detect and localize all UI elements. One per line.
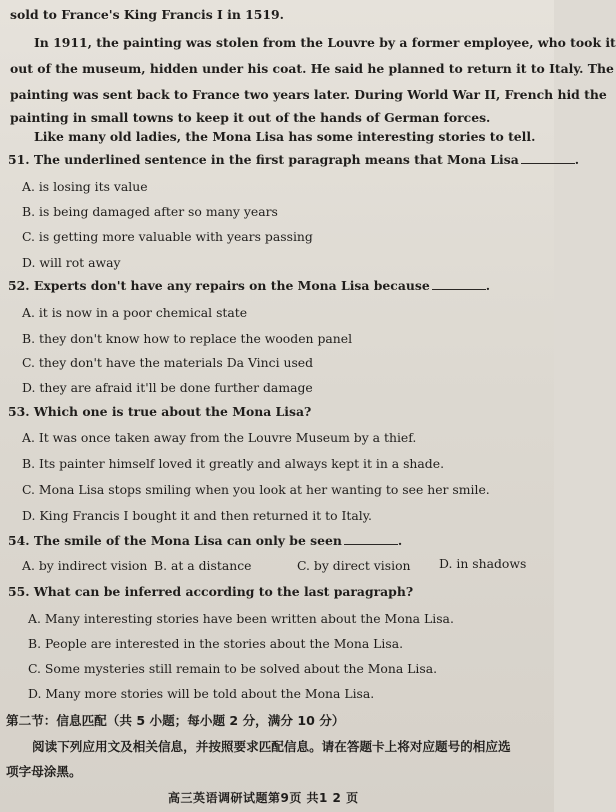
option: C. Some mysteries still remain to be solved about the Mona Lisa. — [28, 661, 438, 676]
passage-line: painting in small towns to keep it out of the hands of German forces. — [10, 110, 491, 125]
question-stem: 51. The underlined sentence in the first paragraph means that Mona Lisa . — [8, 152, 580, 167]
question-stem: 55. What can be inferred according to the last paragraph? — [8, 584, 414, 599]
option: B. is being damaged after so many years — [22, 204, 278, 219]
option: C. is getting more valuable with years passing — [22, 229, 313, 244]
option: D. they are afraid it'll be done further damage — [22, 380, 313, 395]
question-stem: 54. The smile of the Mona Lisa can only be seen . — [8, 533, 403, 548]
section-instruction: 阅读下列应用文及相关信息，并按照要求匹配信息。请在答题卡上将对应题号的相应选 — [32, 739, 511, 754]
option: C. Mona Lisa stops smiling when you look at her wanting to see her smile. — [22, 482, 490, 497]
option: A. Many interesting stories have been written about the Mona Lisa. — [28, 611, 454, 626]
answer-blank — [344, 534, 398, 545]
option: A. it is now in a poor chemical state — [22, 305, 248, 320]
passage-line: painting was sent back to France two years later. During World War II, French hid the — [10, 87, 607, 102]
option: D. in shadows — [439, 556, 527, 571]
option: B. People are interested in the stories about the Mona Lisa. — [28, 636, 404, 651]
option: A. It was once taken away from the Louvre Museum by a thief. — [22, 430, 417, 445]
answer-blank — [521, 153, 575, 164]
passage-line: In 1911, the painting was stolen from the Louvre by a former employee, who took it — [34, 35, 616, 50]
section-heading: 第二节：信息匹配（共 5 小题；每小题 2 分，满分 10 分） — [6, 713, 345, 728]
page-footer: 高三英语调研试题第9页 共1 2 页 — [168, 791, 359, 805]
answer-blank — [432, 279, 486, 290]
option: A. by indirect vision — [22, 558, 148, 573]
option: A. is losing its value — [22, 179, 148, 194]
option: B. at a distance — [154, 558, 252, 573]
passage-line: Like many old ladies, the Mona Lisa has some interesting stories to tell. — [34, 129, 536, 144]
question-stem: 52. Experts don't have any repairs on the Mona Lisa because . — [8, 278, 491, 293]
option: B. they don't know how to replace the wooden panel — [22, 331, 353, 346]
option: D. will rot away — [22, 255, 121, 270]
option: D. King Francis I bought it and then returned it to Italy. — [22, 508, 372, 523]
option: B. Its painter himself loved it greatly and always kept it in a shade. — [22, 456, 445, 471]
option: D. Many more stories will be told about the Mona Lisa. — [28, 686, 375, 701]
passage-line: sold to France's King Francis I in 1519. — [10, 7, 284, 22]
option: C. by direct vision — [297, 558, 411, 573]
section-instruction: 项字母涂黑。 — [6, 764, 82, 779]
option: C. they don't have the materials Da Vinci used — [22, 355, 314, 370]
passage-line: out of the museum, hidden under his coat. He said he planned to return it to Italy. The — [10, 61, 614, 76]
question-stem: 53. Which one is true about the Mona Lisa? — [8, 404, 312, 419]
